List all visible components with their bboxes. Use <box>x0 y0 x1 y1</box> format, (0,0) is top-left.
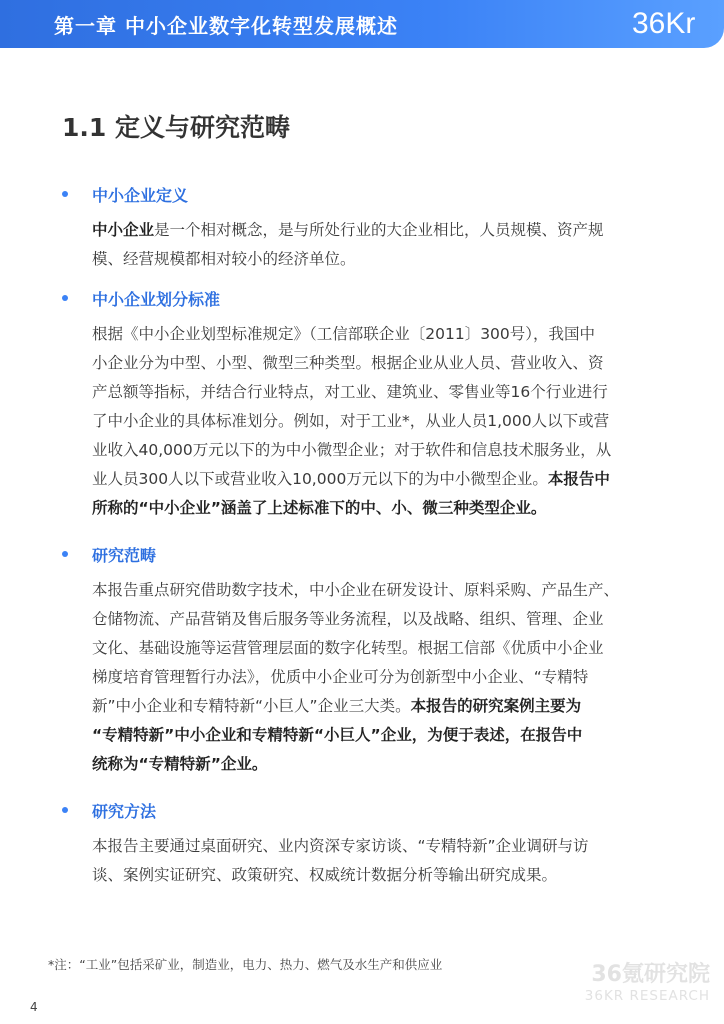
body-text: 业收入40,000万元以下的为中小微型企业；对于软件和信息技术服务业，从 <box>92 441 612 459</box>
footnote: *注：“工业”包括采矿业，制造业，电力、热力、燃气及水生产和供应业 <box>48 957 443 972</box>
section-sme-definition <box>62 186 668 274</box>
body-text: 谈、案例实证研究、政策研究、权威统计数据分析等输出研究成果。 <box>92 866 558 884</box>
bullet-title: 研究方法 <box>92 802 157 821</box>
watermark-en: 36KR RESEARCH <box>584 988 710 1004</box>
body-line <box>92 634 668 663</box>
body-text: 本报告主要通过桌面研究、业内资深专家访谈、“专精特新”企业调研与访 <box>92 837 589 855</box>
bullet-row <box>62 802 668 832</box>
bullet-title: 中小企业划分标准 <box>92 290 221 309</box>
bullet-row <box>62 290 668 320</box>
body-line <box>92 692 668 721</box>
body-line <box>92 465 668 494</box>
watermark-cn: 36氪研究院 <box>591 962 710 987</box>
bullet-dot-icon <box>62 551 68 557</box>
36kr-logo-icon <box>630 2 724 48</box>
bullet-row <box>62 186 668 216</box>
body-text: 根据《中小企业划型标准规定》（工信部联企业〔2011〕300号），我国中 <box>92 325 596 343</box>
body-line <box>92 663 668 692</box>
section-body <box>92 216 668 274</box>
bold-text: 本报告的研究案例主要为 <box>410 697 582 715</box>
body-text: 产总额等指标，并结合行业特点，对工业、建筑业、零售业等16个行业进行 <box>92 383 608 401</box>
bold-text: 统称为“专精特新”企业。 <box>92 755 268 773</box>
body-text: 模、经营规模都相对较小的经济单位。 <box>92 250 356 268</box>
body-line <box>92 320 668 349</box>
brand-logo <box>630 2 724 48</box>
body-text: 业人员300人以下或营业收入10,000万元以下的为中小微型企业。 <box>92 470 548 488</box>
bold-text: 本报告中 <box>547 470 610 488</box>
bullet-dot-icon <box>62 807 68 813</box>
section-body <box>92 832 668 890</box>
bold-text: 中小企业 <box>92 221 155 239</box>
bold-text: “专精特新”中小企业和专精特新“小巨人”企业，为便于表述，在报告中 <box>92 726 583 744</box>
chapter-title: 第一章 中小企业数字化转型发展概述 <box>54 14 398 38</box>
bullet-dot-icon <box>62 295 68 301</box>
body-text: 梯度培育管理暂行办法》，优质中小企业可分为创新型中小企业、“专精特 <box>92 668 589 686</box>
body-line <box>92 832 668 861</box>
section-heading: 1.1 定义与研究范畴 <box>62 113 290 142</box>
body-text: 新”中小企业和专精特新“小巨人”企业三大类。 <box>92 697 411 715</box>
section-sme-classification <box>62 290 668 523</box>
body-line <box>92 721 668 750</box>
body-text: 小企业分为中型、小型、微型三种类型。根据企业从业人员、营业收入、资 <box>92 354 604 372</box>
section-research-scope <box>62 546 668 779</box>
body-line <box>92 576 668 605</box>
body-line <box>92 750 668 779</box>
body-line <box>92 349 668 378</box>
bullet-title: 中小企业定义 <box>92 186 189 205</box>
body-line <box>92 861 668 890</box>
bold-text: 所称的“中小企业”涵盖了上述标准下的中、小、微三种类型企业。 <box>92 499 547 517</box>
body-text: 仓储物流、产品营销及售后服务等业务流程，以及战略、组织、管理、企业 <box>92 610 604 628</box>
svg-text:36Kr: 36Kr <box>632 7 696 40</box>
page-number: 4 <box>30 1000 38 1014</box>
body-line <box>92 494 668 523</box>
body-text: 是一个相对概念，是与所处行业的大企业相比，人员规模、资产规 <box>154 221 604 239</box>
body-text: 本报告重点研究借助数字技术，中小企业在研发设计、原料采购、产品生产、 <box>92 581 620 599</box>
section-research-methods <box>62 802 668 890</box>
bullet-row <box>62 546 668 576</box>
watermark <box>578 962 710 1004</box>
body-text: 文化、基础设施等运营管理层面的数字化转型。根据工信部《优质中小企业 <box>92 639 604 657</box>
section-body <box>92 320 668 523</box>
body-line <box>92 605 668 634</box>
body-line <box>92 378 668 407</box>
bullet-dot-icon <box>62 191 68 197</box>
section-body <box>92 576 668 779</box>
bullet-title: 研究范畴 <box>92 546 157 565</box>
body-line <box>92 407 668 436</box>
body-line <box>92 245 668 274</box>
body-line <box>92 436 668 465</box>
body-text: 了中小企业的具体标准划分。例如，对于工业*，从业人员1,000人以下或营 <box>92 412 610 430</box>
body-line <box>92 216 668 245</box>
